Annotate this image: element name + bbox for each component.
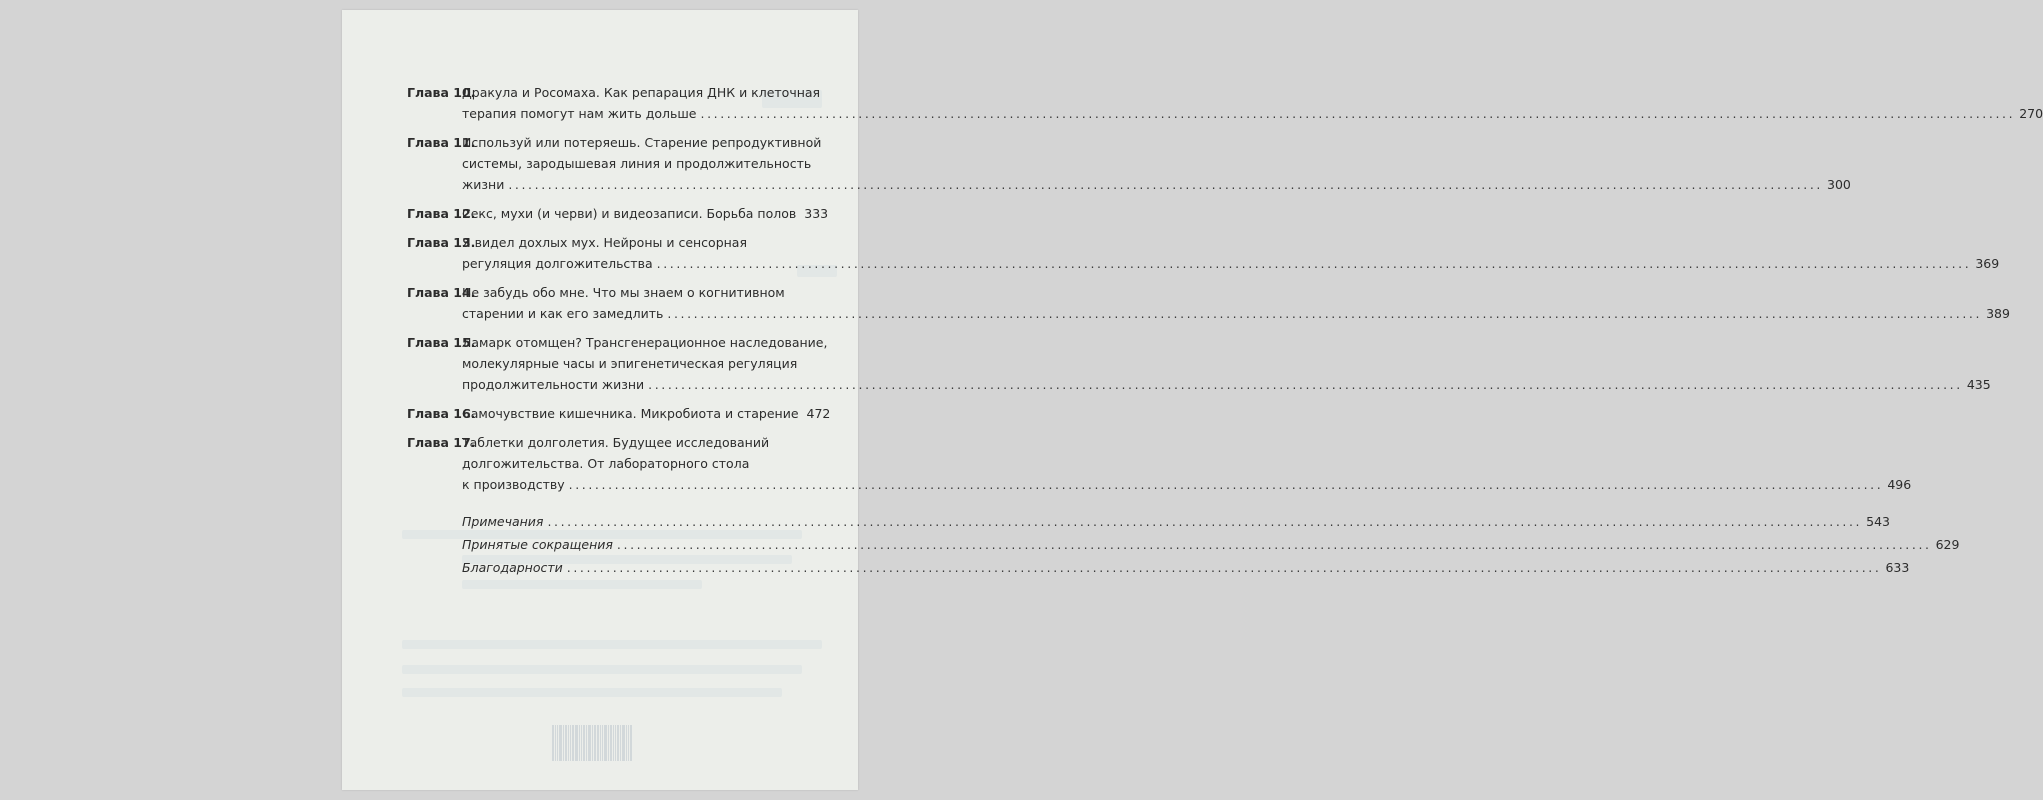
dot-leader: ........................................................................................................................................................................................................ <box>568 477 1884 492</box>
toc-last-line <box>462 303 2010 324</box>
dot-leader: ........................................................................................................................................................................................................ <box>547 514 1863 529</box>
bleed-through-mark <box>402 640 822 649</box>
toc-last-line <box>462 374 1991 395</box>
toc-last-line <box>462 474 1912 495</box>
toc-last-line <box>462 253 2000 274</box>
toc-entry[interactable] <box>407 282 2010 324</box>
table-of-contents <box>407 82 2043 580</box>
chapter-title <box>462 203 829 224</box>
page-number: 496 <box>1887 477 1912 492</box>
chapter-label: Глава 12. <box>407 206 476 221</box>
page-number: 333 <box>804 206 829 221</box>
chapter-label: Глава 10. <box>407 85 476 100</box>
toc-last-line <box>462 403 831 424</box>
toc-entry[interactable] <box>462 511 1890 532</box>
chapter-label: Глава 14. <box>407 285 476 300</box>
bleed-through-mark <box>462 580 702 589</box>
toc-entry[interactable] <box>407 132 1851 195</box>
dot-leader: ........................................................................................................................................................................................................ <box>700 106 2016 121</box>
page-number: 369 <box>1975 256 2000 271</box>
toc-last-line <box>462 174 1851 195</box>
dot-leader: ........................................................................................................................................................................................................ <box>508 177 1824 192</box>
chapter-title-line: долгожительства. От лабораторного стола <box>462 456 750 471</box>
toc-last-line <box>462 203 829 224</box>
toc-entry[interactable] <box>407 332 1991 395</box>
dot-leader: ........................................................................................................................................................................................................ <box>648 377 1963 392</box>
page-number: 300 <box>1827 177 1851 192</box>
chapter-title <box>462 403 831 424</box>
chapter-title-line: Таблетки долголетия. Будущее исследований <box>462 435 770 450</box>
toc-entry[interactable] <box>407 232 2000 274</box>
chapter-label: Глава 16. <box>407 406 476 421</box>
chapter-label: Глава 15. <box>407 335 476 350</box>
chapter-label: Глава 17. <box>407 435 476 450</box>
chapter-label: Глава 11. <box>407 135 476 150</box>
toc-entry-text: старении и как его замедлить <box>462 306 664 321</box>
toc-entry-text: Самочувствие кишечника. Микробиота и старение <box>462 406 799 421</box>
chapter-title <box>462 432 1912 495</box>
toc-entry[interactable] <box>407 403 831 424</box>
toc-entry-text: терапия помогут нам жить дольше <box>462 106 697 121</box>
dot-leader: ........................................................................................................................................................................................................ <box>667 306 1983 321</box>
chapter-title <box>462 232 2000 274</box>
toc-entry[interactable] <box>407 82 2043 124</box>
page-number: 472 <box>806 406 831 421</box>
page-number: 543 <box>1866 514 1890 529</box>
chapter-title-line: Не забудь обо мне. Что мы знаем о когнитивном <box>462 285 785 300</box>
chapter-title-line: молекулярные часы и эпигенетическая регуляция <box>462 356 798 371</box>
page-number: 270 <box>2019 106 2043 121</box>
back-matter-list <box>462 511 1960 578</box>
bleed-through-mark <box>402 688 782 697</box>
toc-entry-text: Примечания <box>462 514 544 529</box>
page-number: 389 <box>1986 306 2010 321</box>
chapter-title-line: Дракула и Росомаха. Как репарация ДНК и клеточная <box>462 85 821 100</box>
toc-entry-text: Секс, мухи (и черви) и видеозаписи. Борьба полов <box>462 206 797 221</box>
toc-entry[interactable] <box>407 203 829 224</box>
dot-leader: ........................................................................................................................................................................................................ <box>566 560 1882 575</box>
toc-entry-text: к производству <box>462 477 565 492</box>
dot-leader: ........................................................................................................................................................................................................ <box>656 256 1972 271</box>
chapter-title-line: Я видел дохлых мух. Нейроны и сенсорная <box>462 235 747 250</box>
page-number: 435 <box>1966 377 1991 392</box>
toc-entry[interactable] <box>462 557 1910 578</box>
toc-entry-text: жизни <box>462 177 505 192</box>
toc-entry-text: Принятые сокращения <box>462 537 613 552</box>
chapter-title-line: Ламарк отомщен? Трансгенерационное наследование, <box>462 335 828 350</box>
chapter-list <box>407 82 2043 495</box>
page-number: 629 <box>1935 537 1960 552</box>
page-number: 633 <box>1885 560 1910 575</box>
toc-entry[interactable] <box>407 432 1912 495</box>
chapter-label: Глава 13. <box>407 235 476 250</box>
chapter-title-line: системы, зародышевая линия и продолжительность <box>462 156 812 171</box>
chapter-title <box>462 282 2010 324</box>
toc-entry-text: регуляция долгожительства <box>462 256 653 271</box>
chapter-title <box>462 332 1991 395</box>
chapter-title <box>462 132 1851 195</box>
toc-entry[interactable] <box>462 534 1960 555</box>
toc-entry-text: Благодарности <box>462 560 563 575</box>
chapter-title-line: Используй или потеряешь. Старение репродуктивной <box>462 135 822 150</box>
book-page <box>342 10 2043 790</box>
bleed-through-mark <box>402 665 802 674</box>
toc-last-line <box>462 103 2043 124</box>
toc-entry-text: продолжительности жизни <box>462 377 645 392</box>
dot-leader: ........................................................................................................................................................................................................ <box>616 537 1932 552</box>
bleed-through-barcode <box>552 725 633 761</box>
chapter-title <box>462 82 2043 124</box>
